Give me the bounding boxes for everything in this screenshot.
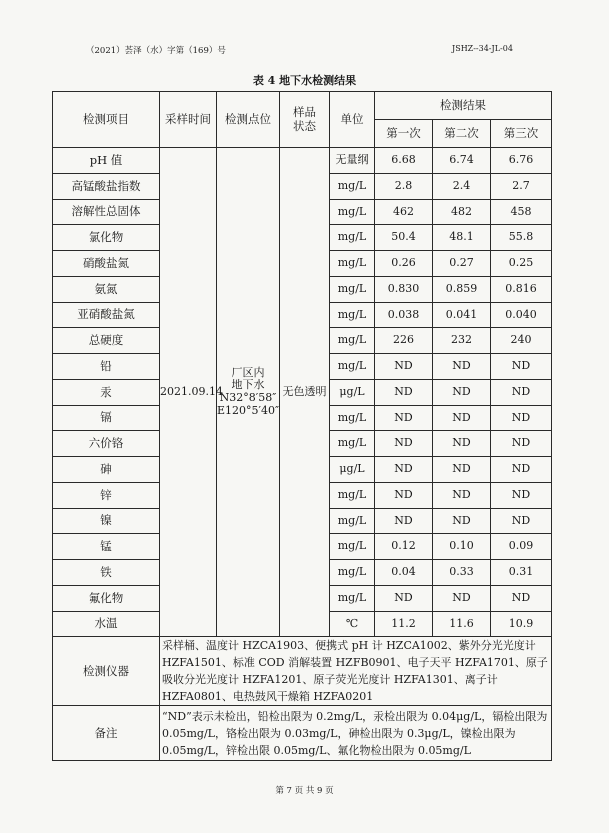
row-unit: 无量纲 [330,148,375,174]
row-item: 铁 [53,560,160,586]
location-line: 厂区内 [231,365,265,379]
row-item: 砷 [53,457,160,483]
row-result-2: 48.1 [433,225,491,251]
row-result-3: 240 [491,328,552,354]
row-result-3: 0.25 [491,251,552,277]
row-item: 镍 [53,508,160,534]
table-row [53,148,552,174]
row-item: 锌 [53,482,160,508]
row-unit: mg/L [330,354,375,380]
row-result-2: 0.041 [433,302,491,328]
row-item: 高锰酸盐指数 [53,173,160,199]
header-state: 样品状态 [280,92,330,148]
row-item: 六价铬 [53,431,160,457]
row-result-2: 0.10 [433,534,491,560]
row-result-2: 2.4 [433,173,491,199]
row-unit: μg/L [330,457,375,483]
document-code: JSHZ--34-JL-04 [452,44,513,53]
location-line: E120°5′40″ [217,403,280,417]
row-result-1: ND [375,405,433,431]
row-result-2: 11.6 [433,611,491,637]
row-result-1: ND [375,585,433,611]
row-result-3: ND [491,379,552,405]
location-line: 地下水 [231,378,265,392]
row-result-3: 0.816 [491,276,552,302]
row-result-2: 0.27 [433,251,491,277]
instruments-row [53,637,552,706]
instruments-text: 采样桶、温度计 HZCA1903、便携式 pH 计 HZCA1002、紫外分光光度计 HZFA1501、标准 COD 消解装置 HZFB0901、电子天平 HZFA1701、原子吸收分光光度计 HZFA1201、原子荧光光度计 HZFA1301、离子计 HZFA0801、电热鼓风干燥箱 HZFA0201 [160,637,552,706]
row-result-1: ND [375,431,433,457]
sample-location [217,148,280,637]
row-result-1: 226 [375,328,433,354]
remarks-text: “ND”表示未检出，铅检出限为 0.2mg/L，汞检出限为 0.04μg/L，镉检出限为 0.05mg/L，铬检出限为 0.03mg/L，砷检出限为 0.3μg/L，镍检出限为 0.05mg/L，锌检出限 0.05mg/L、氟化物检出限为 0.05mg/L [160,706,552,761]
row-unit: mg/L [330,225,375,251]
header-third: 第三次 [491,120,552,148]
row-result-3: ND [491,405,552,431]
row-unit: mg/L [330,405,375,431]
row-result-2: 482 [433,199,491,225]
row-result-3: ND [491,585,552,611]
row-unit: mg/L [330,199,375,225]
header-point: 检测点位 [217,92,280,148]
row-result-2: ND [433,585,491,611]
row-result-2: 0.859 [433,276,491,302]
row-item: 水温 [53,611,160,637]
row-result-2: ND [433,482,491,508]
header-second: 第二次 [433,120,491,148]
row-result-2: ND [433,508,491,534]
row-result-3: 55.8 [491,225,552,251]
row-result-1: 0.12 [375,534,433,560]
row-unit: mg/L [330,251,375,277]
row-item: 锰 [53,534,160,560]
row-result-1: 50.4 [375,225,433,251]
row-result-3: 10.9 [491,611,552,637]
row-result-3: 0.040 [491,302,552,328]
row-unit: mg/L [330,534,375,560]
row-unit: mg/L [330,302,375,328]
header-unit: 单位 [330,92,375,148]
row-result-3: 0.31 [491,560,552,586]
row-result-2: 232 [433,328,491,354]
row-result-1: ND [375,379,433,405]
row-unit: mg/L [330,276,375,302]
row-item: 硝酸盐氮 [53,251,160,277]
table-title: 表 4 地下水检测结果 [252,74,357,87]
row-result-2: ND [433,405,491,431]
header-results: 检测结果 [375,92,552,120]
remarks-row [53,706,552,761]
row-unit: ℃ [330,611,375,637]
row-result-2: ND [433,457,491,483]
row-result-1: 0.038 [375,302,433,328]
sample-state: 无色透明 [280,148,330,637]
page-footer: 第 7 页 共 9 页 [275,786,334,796]
header-first: 第一次 [375,120,433,148]
row-unit: mg/L [330,585,375,611]
row-item: 氟化物 [53,585,160,611]
row-result-1: 2.8 [375,173,433,199]
header-item: 检测项目 [53,92,160,148]
row-result-3: 2.7 [491,173,552,199]
row-item: 亚硝酸盐氮 [53,302,160,328]
row-result-2: 6.74 [433,148,491,174]
row-result-3: 6.76 [491,148,552,174]
row-result-3: ND [491,431,552,457]
row-result-1: 0.830 [375,276,433,302]
location-line: N32°8′58″ [219,391,277,405]
row-result-2: ND [433,431,491,457]
remarks-label: 备注 [53,706,160,761]
row-result-1: 6.68 [375,148,433,174]
row-unit: mg/L [330,328,375,354]
row-result-2: 0.33 [433,560,491,586]
row-unit: mg/L [330,560,375,586]
row-item: 汞 [53,379,160,405]
instruments-label: 检测仪器 [53,637,160,706]
sample-time: 2021.09.14 [160,148,217,637]
row-result-3: ND [491,354,552,380]
row-item: 溶解性总固体 [53,199,160,225]
row-result-1: ND [375,482,433,508]
row-result-3: 0.09 [491,534,552,560]
row-item: 氨氮 [53,276,160,302]
header-time: 采样时间 [160,92,217,148]
row-item: 铅 [53,354,160,380]
document-number: （2021）荟泽（水）字第（169）号 [86,46,226,56]
row-item: 镉 [53,405,160,431]
row-result-1: ND [375,354,433,380]
row-unit: mg/L [330,508,375,534]
row-result-3: 458 [491,199,552,225]
row-unit: mg/L [330,431,375,457]
row-result-1: 0.26 [375,251,433,277]
row-result-3: ND [491,457,552,483]
row-result-1: ND [375,508,433,534]
row-item: 总硬度 [53,328,160,354]
row-result-1: 462 [375,199,433,225]
row-result-2: ND [433,379,491,405]
row-unit: mg/L [330,482,375,508]
row-unit: μg/L [330,379,375,405]
row-result-3: ND [491,482,552,508]
row-result-3: ND [491,508,552,534]
row-result-1: 0.04 [375,560,433,586]
groundwater-results-table [52,91,552,761]
row-result-2: ND [433,354,491,380]
row-item: pH 值 [53,148,160,174]
row-item: 氯化物 [53,225,160,251]
row-unit: mg/L [330,173,375,199]
row-result-1: 11.2 [375,611,433,637]
row-result-1: ND [375,457,433,483]
